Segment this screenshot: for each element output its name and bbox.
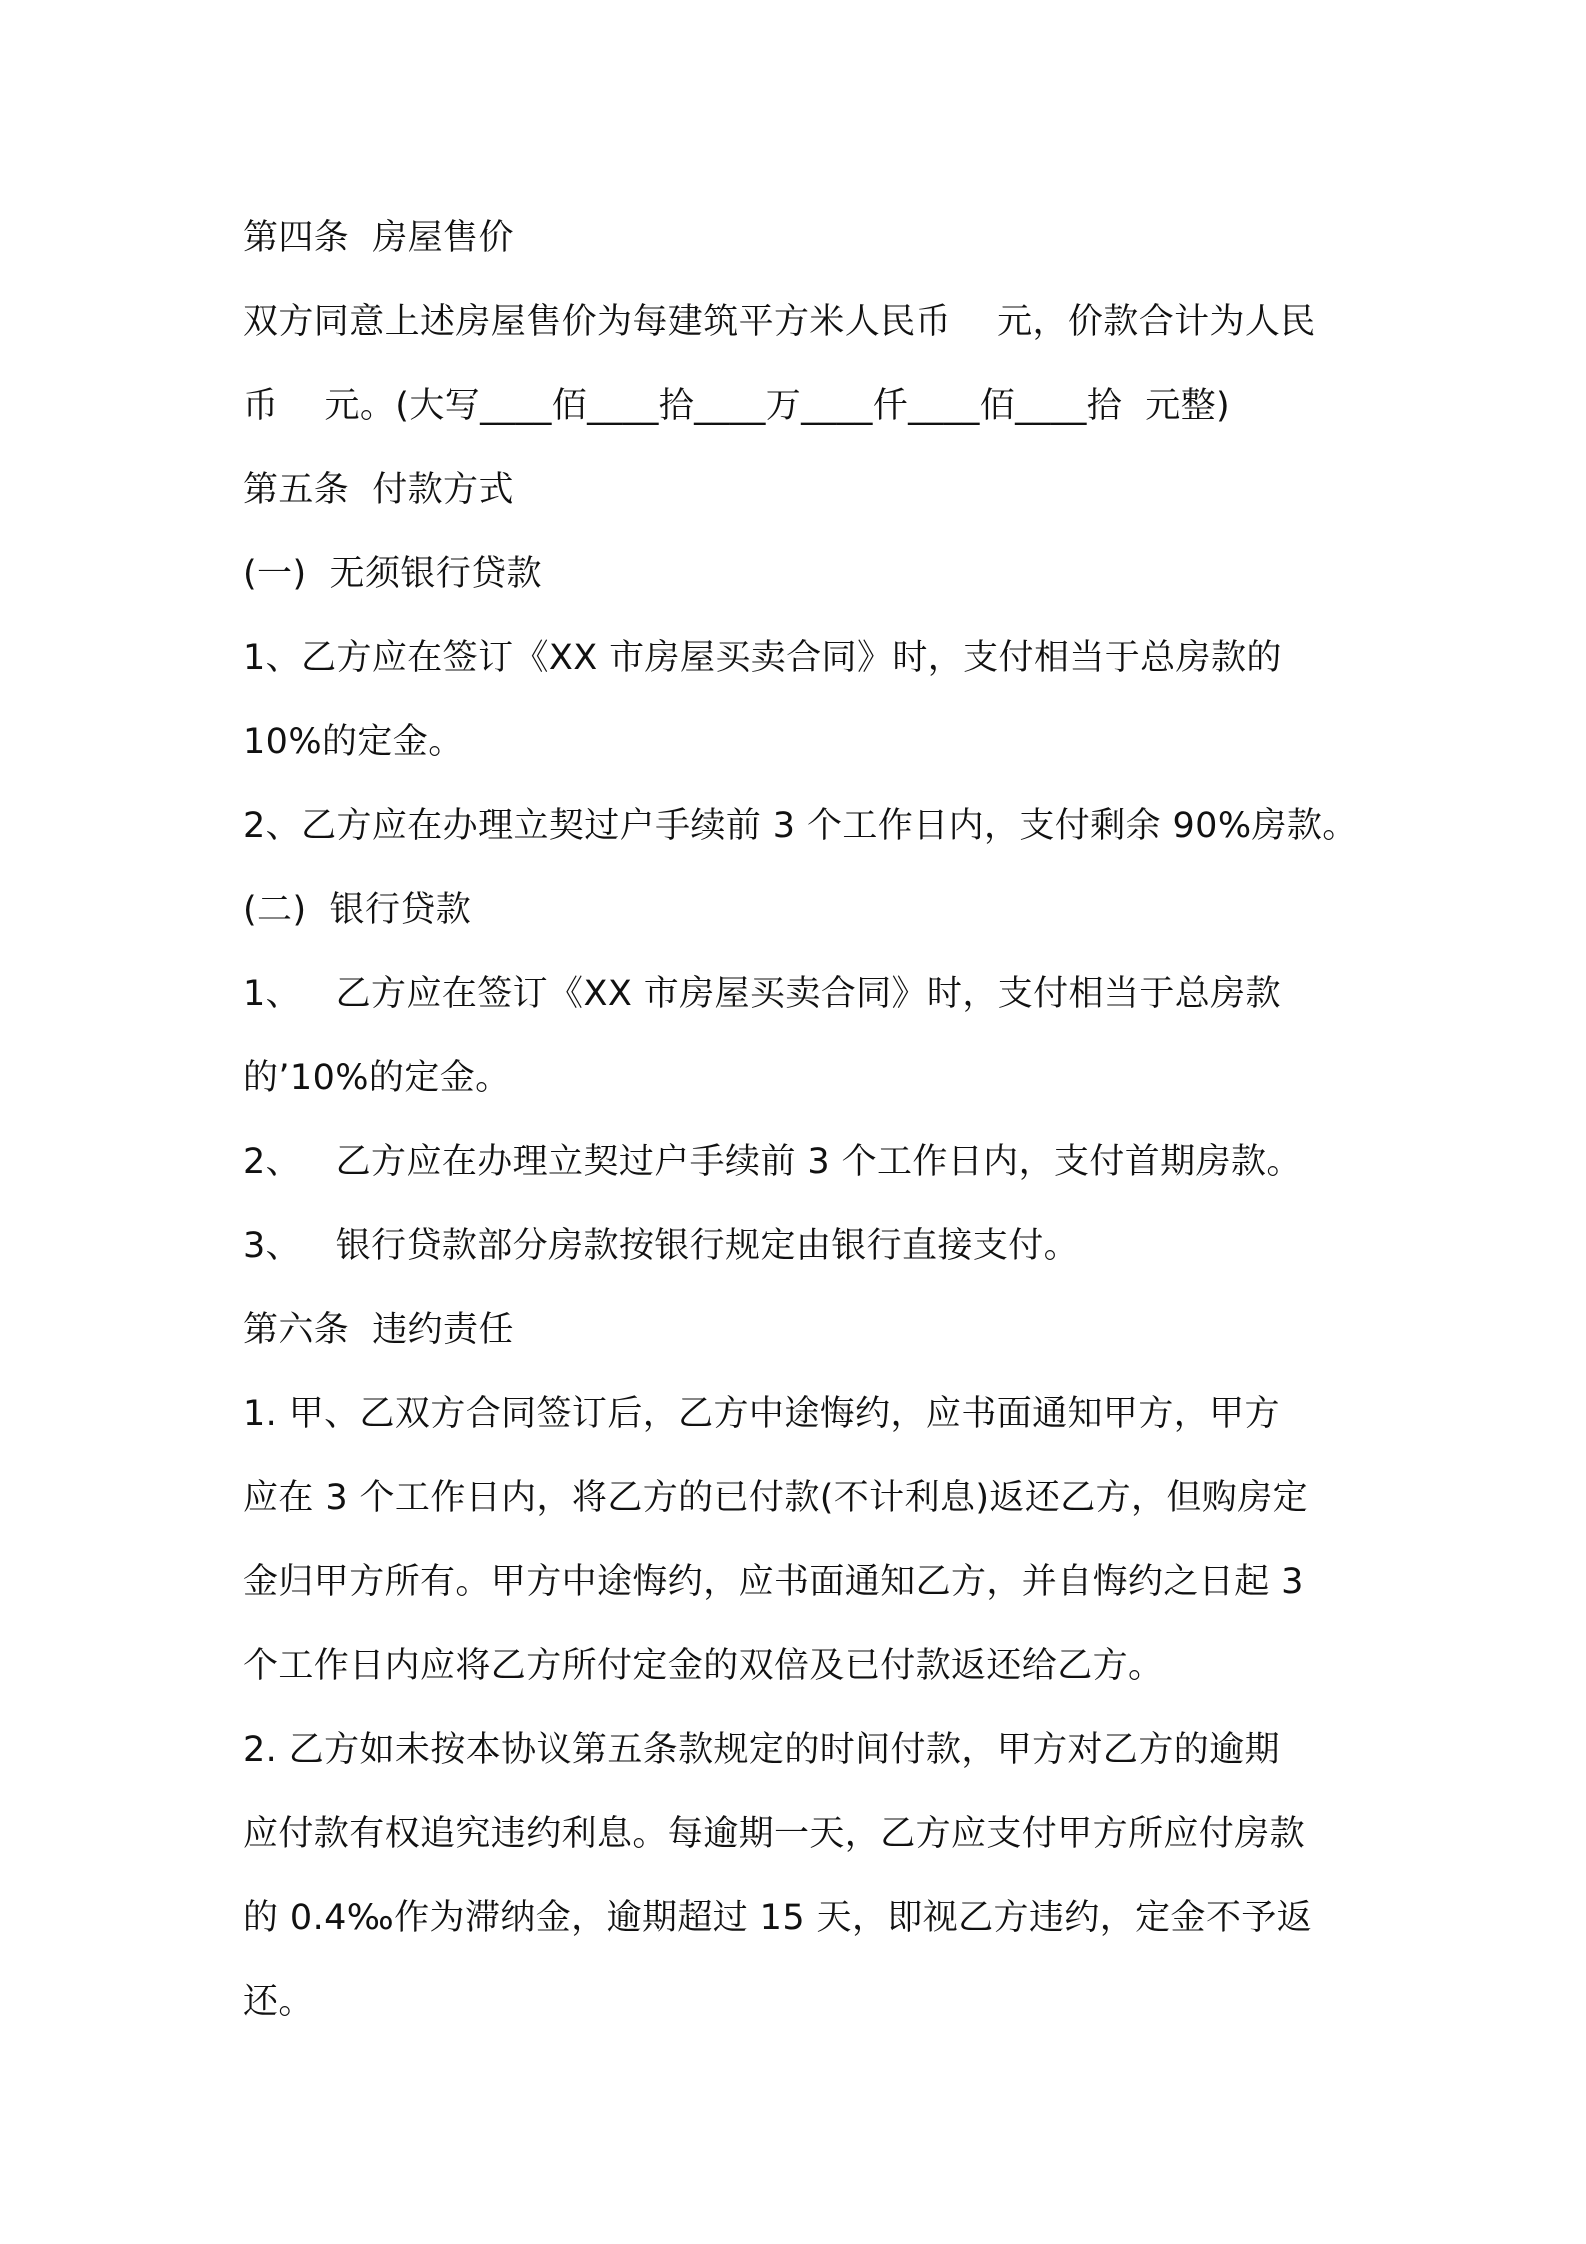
article-5-heading: 第五条 付款方式 [243,470,514,510]
section-bank-loan-heading: (二) 银行贷款 [243,890,472,930]
no-loan-item-1-line-2: 10%的定金。 [243,722,464,762]
article-6-heading: 第六条 违约责任 [243,1310,514,1350]
breach-item-2-line-2: 应付款有权追究违约利息。每逾期一天，乙方应支付甲方所应付房款 [243,1814,1306,1854]
bank-loan-item-2: 2、 乙方应在办理立契过户手续前 3 个工作日内，支付首期房款。 [243,1142,1302,1182]
bank-loan-item-1-line-1: 1、 乙方应在签订《XX 市房屋买卖合同》时，支付相当于总房款 [243,974,1281,1014]
no-loan-item-2: 2、乙方应在办理立契过户手续前 3 个工作日内，支付剩余 90%房款。 [243,806,1358,846]
bank-loan-item-1-line-2: 的’10%的定金。 [243,1058,511,1098]
breach-item-1-line-2: 应在 3 个工作日内，将乙方的已付款(不计利息)返还乙方，但购房定 [243,1478,1309,1518]
bank-loan-item-3: 3、 银行贷款部分房款按银行规定由银行直接支付。 [243,1226,1080,1266]
breach-item-1-line-1: 1. 甲、乙双方合同签订后，乙方中途悔约，应书面通知甲方，甲方 [243,1394,1280,1434]
article-4-text-line-2: 币 元。(大写____佰____拾____万____仟____佰____拾 元整) [243,386,1231,426]
breach-item-1-line-4: 个工作日内应将乙方所付定金的双倍及已付款返还给乙方。 [243,1646,1164,1686]
document-body [243,196,1363,2044]
breach-item-2-line-4: 还。 [243,1982,314,2022]
no-loan-item-1-line-1: 1、乙方应在签订《XX 市房屋买卖合同》时，支付相当于总房款的 [243,638,1282,678]
breach-item-2-line-1: 2. 乙方如未按本协议第五条款规定的时间付款，甲方对乙方的逾期 [243,1730,1280,1770]
article-4-heading: 第四条 房屋售价 [243,218,514,258]
article-4-text-line-1: 双方同意上述房屋售价为每建筑平方米人民币 元，价款合计为人民 [243,302,1316,342]
breach-item-1-line-3: 金归甲方所有。甲方中途悔约，应书面通知乙方，并自悔约之日起 3 [243,1562,1304,1602]
breach-item-2-line-3: 的 0.4‰作为滞纳金，逾期超过 15 天，即视乙方违约，定金不予返 [243,1898,1313,1938]
section-no-loan-heading: (一) 无须银行贷款 [243,554,542,594]
